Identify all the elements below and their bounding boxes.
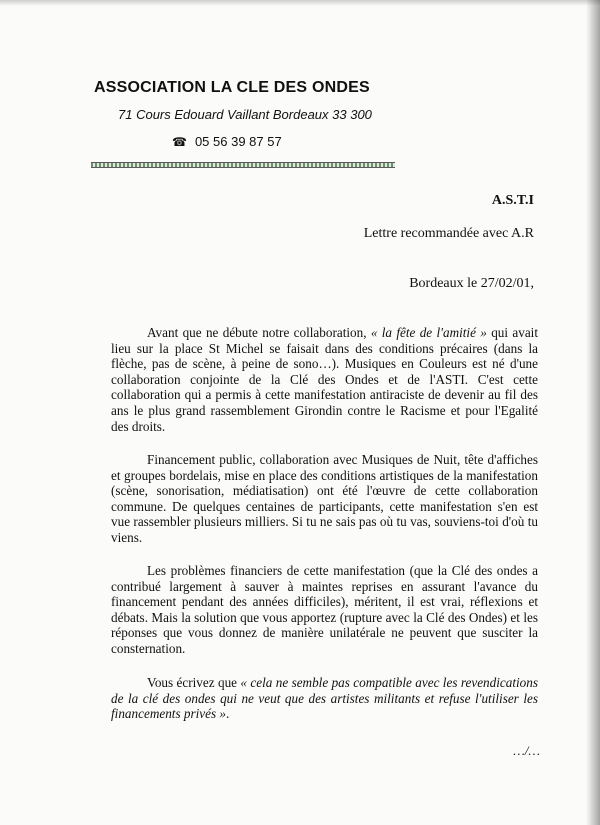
body-paragraph-3: Les problèmes financiers de cette manifestation (que la Clé des ondes a contribué largement à sauver à maintes reprises en assurant l'avance du financement pendant des années difficiles), méritent, il est vrai, réflexions et débats. Mais la solution que vous apportez (rupture avec la Clé des Ondes) et les réponses que vous donnez de manière unilatérale ne peuvent que susciter la consternation. <box>111 563 538 656</box>
p1-text-after: qui avait lieu sur la place St Michel se faisait dans des conditions précaires (dans la flèche, pas de scène, à peine de sono…). Musiques en Couleurs est né d'une collaboration conjointe de la Clé des Ondes et de l'ASTI. C'est cette collaboration qui a permis à cette manifestation antiraciste de devenir au fil des ans le plus grand rassemblement Girondin contre le Racisme et pour l'Egalité des droits. <box>111 325 539 434</box>
mail-type: Lettre recommandée avec A.R <box>363 226 534 241</box>
recipient: A.S.T.I <box>491 193 534 208</box>
scan-shadow-right <box>586 0 600 825</box>
p1-text-before: Avant que ne débute notre collaboration, <box>147 325 371 340</box>
phone-number: 05 56 39 87 57 <box>194 134 282 149</box>
body-paragraph-4 <box>111 675 538 722</box>
p1-quote: « la fête de l'amitié » <box>370 325 487 340</box>
p4-text-before: Vous écrivez que <box>147 675 241 690</box>
scan-shadow-top <box>0 0 600 6</box>
organization-address: 71 Cours Edouard Vaillant Bordeaux 33 300 <box>118 107 372 122</box>
place-date: Bordeaux le 27/02/01, <box>409 276 534 291</box>
p4-quote: « cela ne semble pas compatible avec les revendications de la clé des ondes qui ne veut que des artistes militants et refuse l'utiliser les financements privés » <box>111 675 538 722</box>
p4-text-after: . <box>226 706 230 722</box>
telephone-icon: ☎ <box>172 134 187 149</box>
body-paragraph-1 <box>111 325 538 434</box>
organization-phone <box>172 134 282 149</box>
organization-name: ASSOCIATION LA CLE DES ONDES <box>94 79 370 96</box>
body-paragraph-2: Financement public, collaboration avec Musiques de Nuit, tête d'affiches et groupes bordelais, mise en place des conditions artistiques de la manifestation (scène, sonorisation, médiatisation) ont été l'œuvre de cette collaboration commune. De quelques centaines de participants, cette manifestation s'en est vue rassembler plusieurs milliers. Si tu ne sais pas où tu vas, souviens-toi d'où tu viens. <box>111 452 538 545</box>
letterhead-divider <box>91 162 395 168</box>
continued-marker: …/… <box>513 743 540 758</box>
